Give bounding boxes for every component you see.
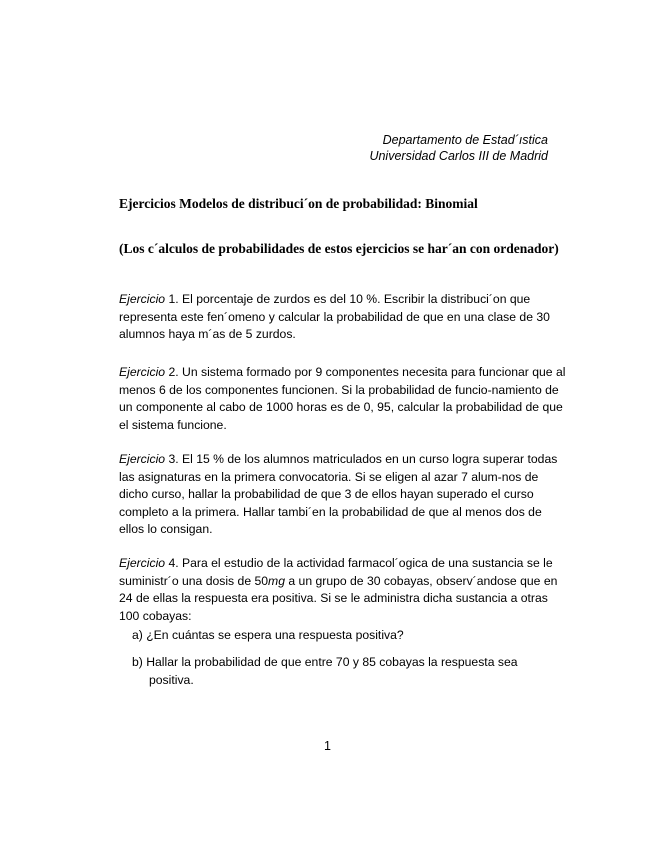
page-number: 1 xyxy=(324,739,331,753)
exercise-number: 2. xyxy=(165,365,179,379)
exercise-text: El porcentaje de zurdos es del 10 %. Escribir la distribuci´on que representa este fen´omeno y calcular la probabilidad de que en una clase de 30 alumnos haya m´as de 5 zurdos. xyxy=(119,292,550,341)
list-item-text: b) Hallar la probabilidad de que entre 70 y 85 cobayas la respuesta sea xyxy=(132,655,518,669)
exercise-number: 4. xyxy=(165,556,179,570)
list-item-continuation: positiva. xyxy=(149,672,194,687)
computation-note: (Los c´alculos de probabilidades de estos ejercicios se har´an con ordenador) xyxy=(119,241,559,256)
exercise-label: Ejercicio xyxy=(119,452,166,466)
exercise-label: Ejercicio xyxy=(119,365,166,379)
exercise-label: Ejercicio xyxy=(119,556,166,570)
exercise-4 xyxy=(119,555,567,625)
page-title: Ejercicios Modelos de distribuci´on de probabilidad: Binomial xyxy=(119,196,478,211)
department-name: Departamento de Estad´ıstica xyxy=(382,133,548,147)
exercise-text: El 15 % de los alumnos matriculados en un curso logra superar todas las asignaturas en la primera convocatoria. Si se eligen al azar 7 alum-nos de dicho curso, hallar la probabilidad de que 3 de ellos hayan superado el curso completo a la primera. Hallar tambi´en la probabilidad de que al menos dos de ellos lo consigan. xyxy=(119,452,558,536)
exercise-2 xyxy=(119,364,567,434)
list-item-b xyxy=(132,654,562,689)
exercise-number: 1. xyxy=(165,292,179,306)
exercise-number: 3. xyxy=(165,452,179,466)
exercise-text: Un sistema formado por 9 componentes necesita para funcionar que al menos 6 de los componentes funcionen. Si la probabilidad de funcio-namiento de un componente al cabo de 1000 horas es de 0, 95, calcular la probabilidad de que el sistema funcione. xyxy=(119,365,566,432)
exercise-label: Ejercicio xyxy=(119,292,166,306)
exercise-1 xyxy=(119,291,567,344)
exercise-3 xyxy=(119,451,567,539)
university-name: Universidad Carlos III de Madrid xyxy=(369,149,548,163)
list-item-a xyxy=(132,627,562,645)
dose-unit: mg xyxy=(268,573,285,588)
exercise-text: Para el estudio de la actividad farmacol´ogica de una sustancia se le suministr´o una dosis de 50 xyxy=(119,556,553,588)
exercise-text-continued: a un grupo de 30 cobayas, observ´andose que en 24 de ellas la respuesta era positiva. Si se le administra dicha sustancia a otras 100 cobayas: xyxy=(119,573,558,623)
list-item-text: a) ¿En cuántas se espera una respuesta positiva? xyxy=(132,628,404,642)
